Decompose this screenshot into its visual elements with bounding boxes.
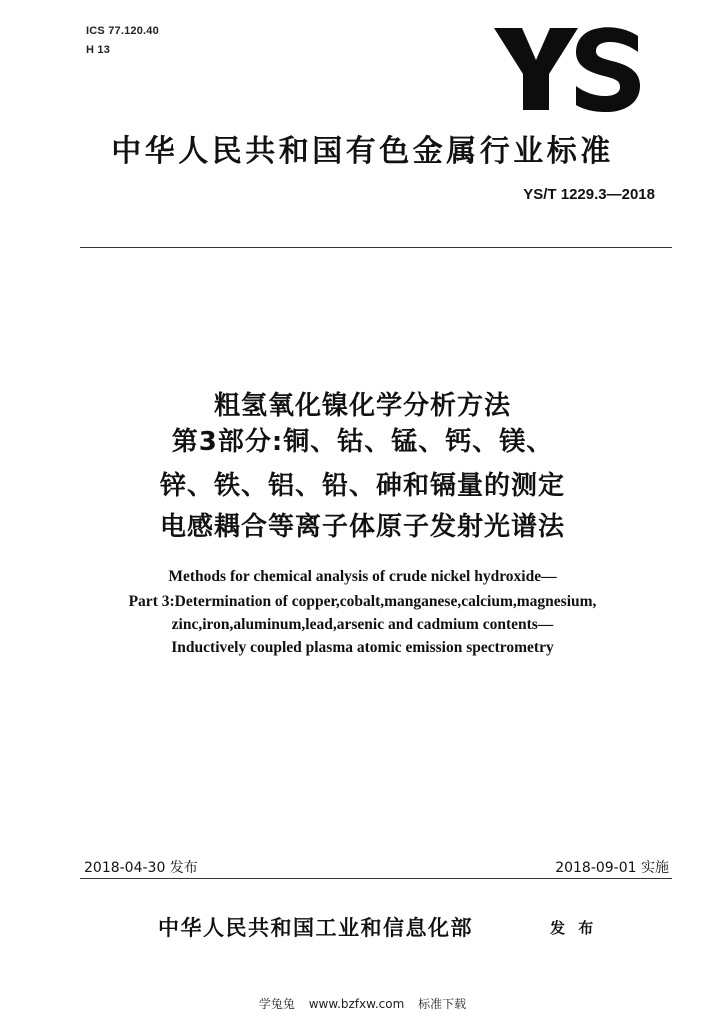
ccs-code: H 13 <box>86 44 111 56</box>
publish-label: 发 布 <box>550 919 598 937</box>
title-en-line-1: Methods for chemical analysis of crude nickel hydroxide— <box>168 568 557 585</box>
title-en-line-4: Inductively coupled plasma atomic emission spectrometry <box>171 639 554 656</box>
industry-standard-title: 中华人民共和国有色金属行业标准 <box>111 134 614 169</box>
title-en-line-3: zinc,iron,aluminum,lead,arsenic and cadmium contents— <box>171 616 554 633</box>
title-cn-line-3: 锌、铁、铝、铅、砷和镉量的测定 <box>159 471 565 501</box>
footer-watermark: 学兔兔 www.bzfxw.com 标准下载 <box>258 997 467 1011</box>
implementation-date: 2018-09-01 实施 <box>555 860 669 876</box>
issue-date: 2018-04-30 发布 <box>84 860 198 876</box>
title-en-line-2: Part 3:Determination of copper,cobalt,manganese,calcium,magnesium, <box>128 593 597 610</box>
standard-number: YS/T 1229.3—2018 <box>523 186 655 203</box>
ics-code: ICS 77.120.40 <box>86 25 159 37</box>
ys-logo <box>492 26 640 112</box>
date-divider <box>80 878 672 879</box>
title-cn-line-4: 电感耦合等离子体原子发射光谱法 <box>159 512 565 542</box>
title-cn-line-2: 第3部分:铜、钴、锰、钙、镁、 <box>171 427 554 457</box>
header-divider <box>80 247 672 248</box>
title-cn-line-1: 粗氢氧化镍化学分析方法 <box>213 391 511 421</box>
publisher-name: 中华人民共和国工业和信息化部 <box>158 916 473 940</box>
